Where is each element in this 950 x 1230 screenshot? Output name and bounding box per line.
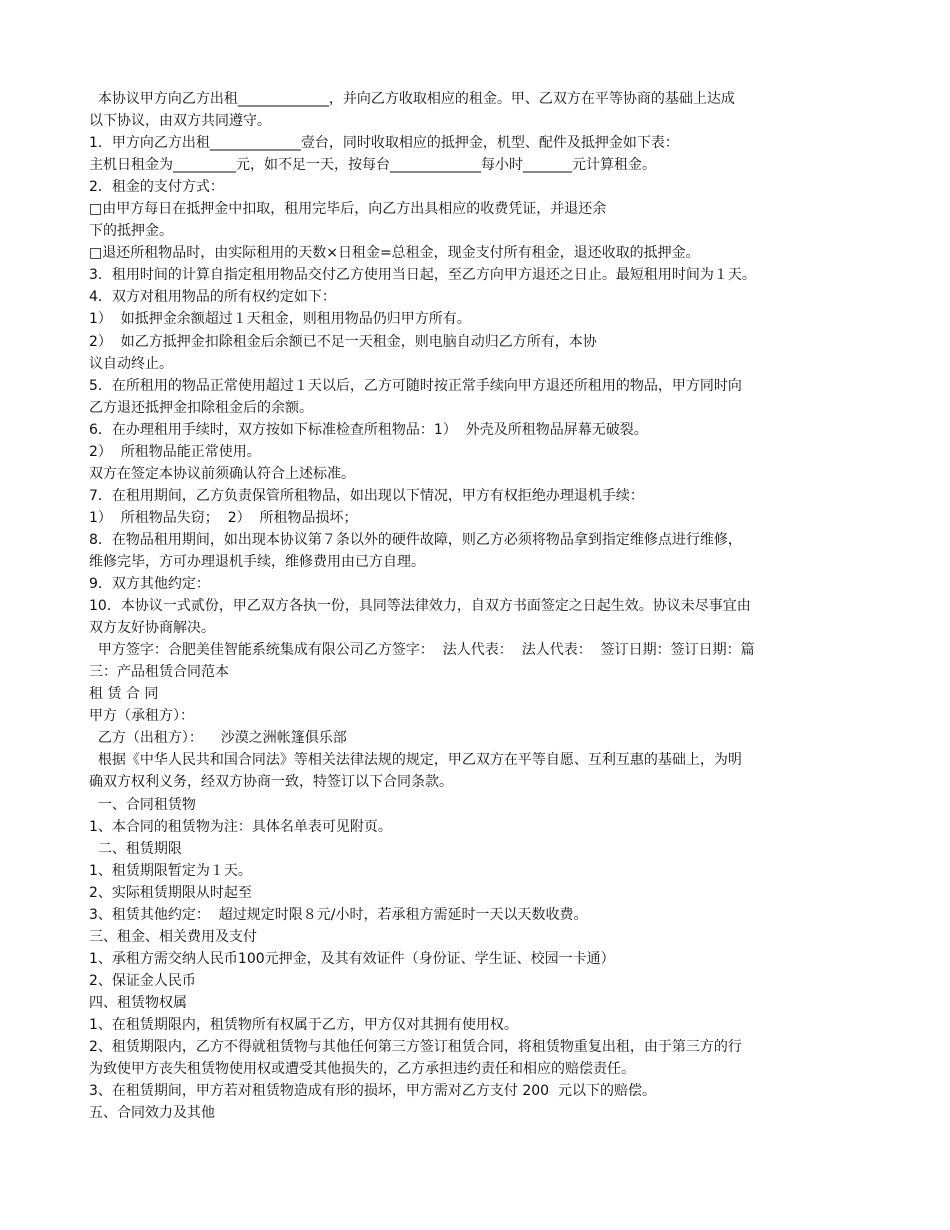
text-line: 乙方退还抵押金扣除租金后的余额。 <box>89 399 313 416</box>
text-line: 3、在租赁期间，甲方若对租赁物造成有形的损坏，甲方需对乙方支付 200 元以下的赔偿。 <box>89 1083 656 1100</box>
text-line: 三：产品租赁合同范本 <box>89 664 229 681</box>
text-line: 5．在所租用的物品正常使用超过１天以后，乙方可随时按正常手续向甲方退还所租用的物品，甲方同时向 <box>89 377 742 394</box>
text-line: 以下协议，由双方共同遵守。 <box>89 113 271 130</box>
text-line: 乙方（出租方）： 沙漠之洲帐篷俱乐部 <box>89 730 347 747</box>
text-line: 双方在签定本协议前须确认符合上述标准。 <box>89 465 355 482</box>
text-line: 下的抵押金。 <box>89 223 173 240</box>
text-line: 1） 所租物品失窃； 2） 所租物品损坏； <box>89 509 358 526</box>
text-line: 2） 如乙方抵押金扣除租金后余额已不足一天租金，则电脑自动归乙方所有，本协 <box>89 333 597 350</box>
text-line: 二、租赁期限 <box>89 840 182 857</box>
text-line: 议自动终止。 <box>89 355 173 372</box>
text-line: 1、在租赁期限内，租赁物所有权属于乙方，甲方仅对其拥有使用权。 <box>89 1016 518 1033</box>
text-line: 维修完毕，方可办理退机手续，维修费用由已方自理。 <box>89 553 425 570</box>
text-line: 四、租赁物权属 <box>89 994 187 1011</box>
text-line: 五、合同效力及其他 <box>89 1105 215 1122</box>
text-line: 双方友好协商解决。 <box>89 620 215 637</box>
text-line: 3、租赁其他约定： 超过规定时限８元/小时，若承租方需延时一天以天数收费。 <box>89 906 588 923</box>
text-line: 三、租金、相关费用及支付 <box>89 928 257 945</box>
text-line: 为致使甲方丧失租赁物使用权或遭受其他损失的，乙方承担违约责任和相应的赔偿责任。 <box>89 1061 635 1078</box>
text-line: 确双方权利义务，经双方协商一致，特签订以下合同条款。 <box>89 774 453 791</box>
text-line: 1．甲方向乙方出租_____________壹台，同时收取相应的抵押金，机型、配件及抵押金如下表： <box>89 135 679 152</box>
text-line: 9．双方其他约定： <box>89 576 210 593</box>
text-line: 主机日租金为_________元，如不足一天，按每台_____________每小时_______元计算租金。 <box>89 157 656 174</box>
text-line: 8．在物品租用期间，如出现本协议第７条以外的硬件故障，则乙方必须将物品拿到指定维修点进行维修， <box>89 531 742 548</box>
text-line: 2、保证金人民币 <box>89 972 196 989</box>
text-line: 一、合同租赁物 <box>89 796 196 813</box>
text-line: □退还所租物品时，由实际租用的天数×日租金=总租金，现金支付所有租金，退还收取的抵押金。 <box>89 245 700 262</box>
text-line: 1、承租方需交纳人民币100元押金，及其有效证件（身份证、学生证、校园一卡通） <box>89 950 615 967</box>
text-line: 4．双方对租用物品的所有权约定如下： <box>89 289 336 306</box>
text-line: 2、实际租赁期限从时起至 <box>89 884 252 901</box>
text-line: 甲方（承租方）： <box>89 708 194 725</box>
text-line: 2） 所租物品能正常使用。 <box>89 443 261 460</box>
text-line: 2、租赁期限内，乙方不得就租赁物与其他任何第三方签订租赁合同，将租赁物重复出租，由于第三方的行 <box>89 1039 742 1056</box>
text-line: □由甲方每日在抵押金中扣取，租用完毕后，向乙方出具相应的收费凭证，并退还余 <box>89 201 607 218</box>
text-line: 本协议甲方向乙方出租_____________，并向乙方收取相应的租金。甲、乙双方在平等协商的基础上达成 <box>89 91 735 107</box>
text-line: 2．租金的支付方式： <box>89 179 224 196</box>
text-line: 6．在办理租用手续时，双方按如下标准检查所租物品：1） 外壳及所租物品屏幕无破裂。 <box>89 421 648 438</box>
text-line: 根据《中华人民共和国合同法》等相关法律法规的规定，甲乙双方在平等自愿、互利互惠的基础上，为明 <box>89 752 742 769</box>
text-line: 1、租赁期限暂定为１天。 <box>89 862 252 879</box>
text-line: 租 赁 合 同 <box>89 686 159 703</box>
text-line: 10．本协议一式贰份，甲乙双方各执一份，具同等法律效力，自双方书面签定之日起生效。协议未尽事宜由 <box>89 598 751 615</box>
text-line: 1、本合同的租赁物为注：具体名单表可见附页。 <box>89 818 392 835</box>
text-line: 3．租用时间的计算自指定租用物品交付乙方使用当日起，至乙方向甲方退还之日止。最短租用时间为１天。 <box>89 267 756 284</box>
text-line: 甲方签字：合肥美佳智能系统集成有限公司乙方签字： 法人代表： 法人代表： 签订日期：签订日期：篇 <box>89 642 755 659</box>
text-line: 7．在租用期间，乙方负责保管所租物品，如出现以下情况，甲方有权拒绝办理退机手续： <box>89 487 644 504</box>
text-line: 1） 如抵押金余额超过１天租金，则租用物品仍归甲方所有。 <box>89 311 471 328</box>
